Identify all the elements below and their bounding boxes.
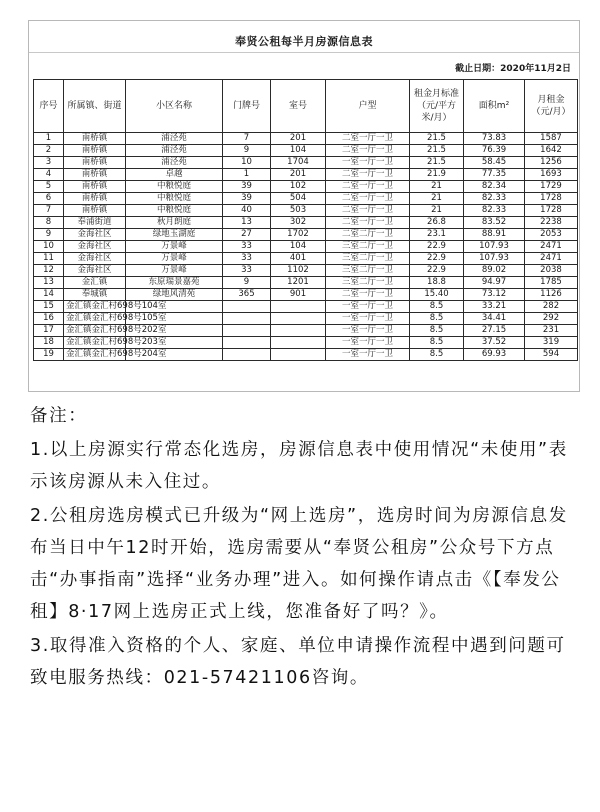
cell-monthly-rent: 282 — [525, 301, 578, 313]
cell-layout: 二室一厅一卫 — [326, 205, 410, 217]
cell-room — [271, 337, 326, 349]
cell-rent-rate: 8.5 — [410, 325, 464, 337]
cell-room — [271, 313, 326, 325]
table-body — [34, 133, 578, 361]
cell-layout: 二室一厅一卫 — [326, 133, 410, 145]
cell-layout: 二室一厅一卫 — [326, 193, 410, 205]
cell-building: 40 — [223, 205, 271, 217]
cell-room — [271, 301, 326, 313]
cell-index: 14 — [34, 289, 64, 301]
cell-room: 901 — [271, 289, 326, 301]
cell-rent-rate: 21.5 — [410, 133, 464, 145]
cell-monthly-rent: 1587 — [525, 133, 578, 145]
cell-room: 1704 — [271, 157, 326, 169]
cell-monthly-rent: 2471 — [525, 253, 578, 265]
cell-room: 201 — [271, 133, 326, 145]
cell-rent-rate: 26.8 — [410, 217, 464, 229]
col-header-index: 序号 — [34, 80, 64, 133]
cell-area: 73.83 — [464, 133, 525, 145]
cell-room: 1702 — [271, 229, 326, 241]
cell-index: 11 — [34, 253, 64, 265]
cell-room — [271, 349, 326, 361]
cell-town: 金汇镇金汇村698号202室 — [64, 325, 126, 337]
table-row — [34, 301, 578, 313]
cell-community: 浦泾苑 — [126, 145, 223, 157]
cell-layout: 二室一厅一卫 — [326, 289, 410, 301]
cell-layout: 三室二厅一卫 — [326, 253, 410, 265]
table-row — [34, 217, 578, 229]
cell-rent-rate: 18.8 — [410, 277, 464, 289]
cell-rent-rate: 8.5 — [410, 313, 464, 325]
cell-index: 18 — [34, 337, 64, 349]
cell-area: 34.41 — [464, 313, 525, 325]
cell-room: 201 — [271, 169, 326, 181]
cell-community: 浦泾苑 — [126, 157, 223, 169]
cell-monthly-rent: 1256 — [525, 157, 578, 169]
housing-info-sheet — [28, 20, 580, 392]
cell-town: 金汇镇 — [64, 277, 126, 289]
cell-rent-rate: 8.5 — [410, 301, 464, 313]
table-row — [34, 145, 578, 157]
cell-area: 89.02 — [464, 265, 525, 277]
cell-rent-rate: 21 — [410, 205, 464, 217]
cell-town: 金汇镇金汇村698号203室 — [64, 337, 126, 349]
cell-building: 33 — [223, 253, 271, 265]
cell-community: 浦泾苑 — [126, 133, 223, 145]
cell-monthly-rent: 2053 — [525, 229, 578, 241]
cell-rent-rate: 8.5 — [410, 349, 464, 361]
col-header-layout: 户型 — [326, 80, 410, 133]
cell-town: 南桥镇 — [64, 205, 126, 217]
cell-area: 83.52 — [464, 217, 525, 229]
cell-building — [223, 313, 271, 325]
cell-layout: 一室一厅一卫 — [326, 325, 410, 337]
cell-town: 金海社区 — [64, 253, 126, 265]
cell-monthly-rent: 292 — [525, 313, 578, 325]
cell-area: 82.33 — [464, 205, 525, 217]
cell-rent-rate: 22.9 — [410, 253, 464, 265]
table-row — [34, 169, 578, 181]
cell-index: 8 — [34, 217, 64, 229]
cell-rent-rate: 21.5 — [410, 157, 464, 169]
cell-town: 南桥镇 — [64, 169, 126, 181]
cell-building — [223, 337, 271, 349]
col-header-town: 所属镇、街道 — [64, 80, 126, 133]
cell-area: 77.35 — [464, 169, 525, 181]
cell-area: 27.15 — [464, 325, 525, 337]
cell-area: 107.93 — [464, 241, 525, 253]
cell-room: 302 — [271, 217, 326, 229]
cell-room — [271, 325, 326, 337]
cell-monthly-rent: 1728 — [525, 205, 578, 217]
table-row — [34, 253, 578, 265]
table-row — [34, 349, 578, 361]
notes-section — [30, 400, 578, 694]
cell-town: 奉浦街道 — [64, 217, 126, 229]
cell-index: 12 — [34, 265, 64, 277]
cell-community: 中粮悦庭 — [126, 193, 223, 205]
cell-layout: 三室二厅一卫 — [326, 265, 410, 277]
cell-room: 104 — [271, 145, 326, 157]
cell-area: 69.93 — [464, 349, 525, 361]
cell-building — [223, 325, 271, 337]
cell-area: 73.12 — [464, 289, 525, 301]
title-divider — [29, 52, 579, 53]
col-header-community: 小区名称 — [126, 80, 223, 133]
cell-room: 102 — [271, 181, 326, 193]
cell-building: 1 — [223, 169, 271, 181]
cell-community: 绿地玉湖庭 — [126, 229, 223, 241]
table-row — [34, 337, 578, 349]
cell-building: 13 — [223, 217, 271, 229]
cell-index: 4 — [34, 169, 64, 181]
cell-index: 17 — [34, 325, 64, 337]
cell-layout: 一室一厅一卫 — [326, 337, 410, 349]
notes-heading: 备注： — [30, 406, 88, 426]
cell-building: 39 — [223, 193, 271, 205]
cell-index: 1 — [34, 133, 64, 145]
table-row — [34, 181, 578, 193]
cell-community: 东原瑞景嘉苑 — [126, 277, 223, 289]
cell-monthly-rent: 231 — [525, 325, 578, 337]
cell-town: 金汇镇金汇村698号204室 — [64, 349, 126, 361]
col-header-rent-rate: 租金月标准（元/平方米/月） — [410, 80, 464, 133]
cell-area: 82.34 — [464, 181, 525, 193]
cell-community: 万景峰 — [126, 265, 223, 277]
cell-monthly-rent: 1642 — [525, 145, 578, 157]
cell-building — [223, 349, 271, 361]
cell-area: 82.33 — [464, 193, 525, 205]
cell-town: 奉城镇 — [64, 289, 126, 301]
cell-area: 94.97 — [464, 277, 525, 289]
col-header-room: 室号 — [271, 80, 326, 133]
cell-monthly-rent: 2471 — [525, 241, 578, 253]
cell-rent-rate: 15.40 — [410, 289, 464, 301]
cell-building: 33 — [223, 241, 271, 253]
cell-building: 10 — [223, 157, 271, 169]
cell-index: 7 — [34, 205, 64, 217]
cell-area: 107.93 — [464, 253, 525, 265]
cell-index: 6 — [34, 193, 64, 205]
cell-monthly-rent: 319 — [525, 337, 578, 349]
cell-community: 万景峰 — [126, 241, 223, 253]
table-row — [34, 289, 578, 301]
cell-index: 9 — [34, 229, 64, 241]
cell-area: 58.45 — [464, 157, 525, 169]
cell-area: 37.52 — [464, 337, 525, 349]
cell-community: 中粮悦庭 — [126, 205, 223, 217]
cell-room: 401 — [271, 253, 326, 265]
table-row — [34, 229, 578, 241]
cell-monthly-rent: 1693 — [525, 169, 578, 181]
cell-building: 33 — [223, 265, 271, 277]
cell-rent-rate: 22.9 — [410, 265, 464, 277]
table-row — [34, 277, 578, 289]
cell-town: 金汇镇金汇村698号104室 — [64, 301, 126, 313]
table-row — [34, 241, 578, 253]
cell-index: 13 — [34, 277, 64, 289]
table-header-row — [34, 80, 578, 133]
cell-layout: 二室一厅一卫 — [326, 181, 410, 193]
cell-community: 中粮悦庭 — [126, 181, 223, 193]
cell-building: 9 — [223, 277, 271, 289]
cell-rent-rate: 8.5 — [410, 337, 464, 349]
cell-building: 365 — [223, 289, 271, 301]
cell-layout: 二室一厅一卫 — [326, 169, 410, 181]
cell-rent-rate: 21.5 — [410, 145, 464, 157]
cell-area: 33.21 — [464, 301, 525, 313]
cell-town: 金海社区 — [64, 241, 126, 253]
cell-town: 金汇镇金汇村698号105室 — [64, 313, 126, 325]
cell-monthly-rent: 2038 — [525, 265, 578, 277]
note-item-1: 1.以上房源实行常态化选房，房源信息表中使用情况“未使用”表示该房源从未入住过。 — [30, 440, 568, 492]
cell-monthly-rent: 2238 — [525, 217, 578, 229]
col-header-building: 门牌号 — [223, 80, 271, 133]
cell-room: 104 — [271, 241, 326, 253]
cell-community: 卓越 — [126, 169, 223, 181]
cell-monthly-rent: 1729 — [525, 181, 578, 193]
cell-building: 27 — [223, 229, 271, 241]
table-row — [34, 157, 578, 169]
cell-monthly-rent: 594 — [525, 349, 578, 361]
cell-monthly-rent: 1126 — [525, 289, 578, 301]
cell-index: 3 — [34, 157, 64, 169]
cell-building: 7 — [223, 133, 271, 145]
cell-area: 76.39 — [464, 145, 525, 157]
cell-town: 金海社区 — [64, 265, 126, 277]
note-item-3: 3.取得准入资格的个人、家庭、单位申请操作流程中遇到问题可致电服务热线：021-57421106咨询。 — [30, 636, 566, 688]
table-row — [34, 265, 578, 277]
cell-rent-rate: 22.9 — [410, 241, 464, 253]
cell-room: 1102 — [271, 265, 326, 277]
cell-layout: 三室二厅一卫 — [326, 241, 410, 253]
cell-community: 万景峰 — [126, 253, 223, 265]
cell-index: 2 — [34, 145, 64, 157]
table-row — [34, 133, 578, 145]
cell-town: 南桥镇 — [64, 133, 126, 145]
cell-building — [223, 301, 271, 313]
table-row — [34, 313, 578, 325]
cell-index: 16 — [34, 313, 64, 325]
cutoff-date: 截止日期：2020年11月2日 — [455, 64, 571, 74]
cell-building: 9 — [223, 145, 271, 157]
cell-rent-rate: 21 — [410, 181, 464, 193]
cell-area: 88.91 — [464, 229, 525, 241]
cell-index: 19 — [34, 349, 64, 361]
cell-rent-rate: 21.9 — [410, 169, 464, 181]
cell-rent-rate: 21 — [410, 193, 464, 205]
cell-town: 南桥镇 — [64, 193, 126, 205]
cell-index: 10 — [34, 241, 64, 253]
cell-layout: 一室一厅一卫 — [326, 349, 410, 361]
cell-monthly-rent: 1785 — [525, 277, 578, 289]
cell-community: 绿地风清苑 — [126, 289, 223, 301]
cell-layout: 一室一厅一卫 — [326, 313, 410, 325]
cell-room: 504 — [271, 193, 326, 205]
cell-community: 秋月朗庭 — [126, 217, 223, 229]
cell-layout: 三室二厅一卫 — [326, 277, 410, 289]
cell-monthly-rent: 1728 — [525, 193, 578, 205]
sheet-title: 奉贤公租每半月房源信息表 — [235, 35, 373, 48]
table-row — [34, 325, 578, 337]
note-item-2: 2.公租房选房模式已升级为“网上选房”，选房时间为房源信息发布当日中午12时开始，选房需要从“奉贤公租房”公众号下方点击“办事指南”选择“业务办理”进入。如何操作请点击《【奉发公租】8·17网上选房正式上线，您准备好了吗？》。 — [30, 506, 568, 622]
cell-town: 南桥镇 — [64, 145, 126, 157]
table-row — [34, 193, 578, 205]
cell-layout: 二室一厅一卫 — [326, 217, 410, 229]
cell-rent-rate: 23.1 — [410, 229, 464, 241]
table-row — [34, 205, 578, 217]
cell-room: 503 — [271, 205, 326, 217]
cell-town: 南桥镇 — [64, 181, 126, 193]
cell-room: 1201 — [271, 277, 326, 289]
col-header-monthly-rent: 月租金（元/月） — [525, 80, 578, 133]
cell-index: 5 — [34, 181, 64, 193]
cell-layout: 二室一厅一卫 — [326, 145, 410, 157]
cell-town: 金海社区 — [64, 229, 126, 241]
cell-town: 南桥镇 — [64, 157, 126, 169]
cell-layout: 二室二厅一卫 — [326, 229, 410, 241]
cell-layout: 一室一厅一卫 — [326, 301, 410, 313]
cell-layout: 一室一厅一卫 — [326, 157, 410, 169]
col-header-area: 面积m² — [464, 80, 525, 133]
housing-table — [33, 79, 578, 361]
cell-index: 15 — [34, 301, 64, 313]
cell-building: 39 — [223, 181, 271, 193]
